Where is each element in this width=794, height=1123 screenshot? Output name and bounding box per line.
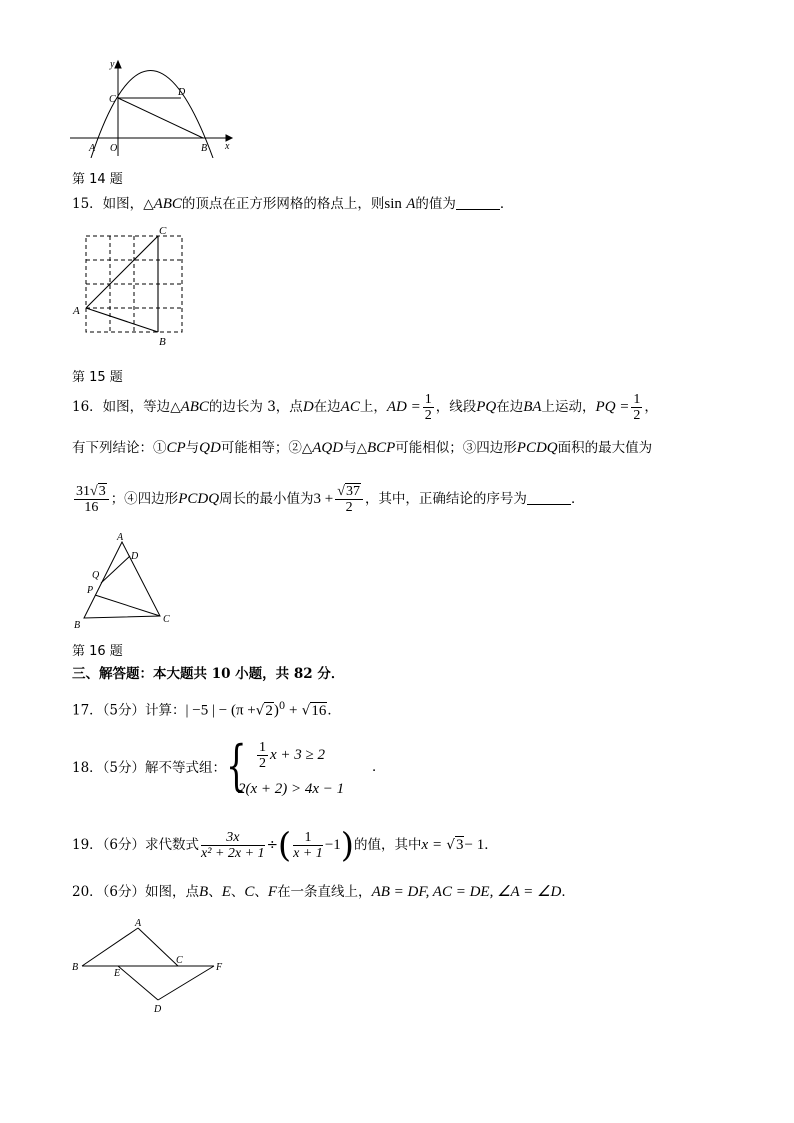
segment-qd: [101, 556, 130, 583]
label-e: E: [114, 968, 121, 979]
segment-ac: [86, 236, 158, 308]
label-x: x: [225, 141, 230, 152]
segment-df: [158, 966, 214, 1000]
question-17: 17．（5分）计算：| −5 | − $(\pi +√2)^0 + √16$．: [72, 701, 341, 719]
label-a: A: [73, 305, 80, 317]
question-16-line-2: 有下列结论：①CP与QD可能相等；②△AQD与△BCP可能相似；③四边形PCDQ面积的最大值为: [72, 440, 653, 456]
label-a: A: [117, 532, 124, 543]
fraction-3x: $\frac{3x}{\text{x² + 2x + 1}}$: [201, 830, 265, 861]
figure-15-caption: 第 15 题: [72, 370, 123, 385]
figure-16: [70, 532, 180, 632]
label-b: B: [159, 336, 166, 348]
segment-ab: [86, 308, 158, 332]
answer-blank-16[interactable]: [527, 490, 571, 505]
segment-ed: [118, 966, 158, 1000]
figure-14-caption: 第 14 题: [72, 172, 123, 187]
label-y: y: [110, 59, 115, 70]
label-b: B: [72, 962, 79, 973]
question-16-line-3: $\frac{31√3}{16}$ ；④四边形PCDQ周长的最小值为3 + $\frac{√37}{2}$ ，其中，正确结论的序号为 ．: [76, 484, 585, 515]
fraction-one-half-18: $\frac{1}{2}$: [259, 740, 266, 771]
inequality-1: $\frac{1}{2}$ x + 3 ≥ 2: [259, 740, 326, 771]
inequality-2: 2(x + 2) > 4x − 1: [238, 781, 345, 797]
label-c: C: [176, 955, 183, 966]
fraction-perimeter-min: $\frac{√37}{2}$: [335, 484, 363, 515]
y-axis-arrow: [115, 61, 121, 68]
question-15: 15．如图，△ABC的顶点在正方形网格的格点上，则sin A的值为 ．: [72, 196, 514, 212]
section-3-heading: 三、解答题：本大题共 10 小题，共 82 分．: [72, 666, 345, 682]
fraction-area-max: $\frac{31√3}{16}$: [74, 484, 109, 515]
segment-cb: [118, 98, 203, 138]
figure-20: [66, 916, 236, 1016]
label-b: B: [74, 620, 81, 631]
question-18-prefix: 18．（5分）解不等式组：: [72, 760, 227, 776]
label-p: P: [87, 585, 94, 596]
fraction-one-half: $\frac{1}{2}$: [424, 392, 432, 423]
segment-ab: [82, 928, 138, 966]
segment-pc: [95, 595, 160, 616]
figure-15: [70, 226, 190, 348]
label-d: D: [154, 1004, 162, 1015]
label-a: A: [135, 918, 142, 929]
question-18-end: ．: [372, 759, 386, 775]
question-19: 19．（6分）求代数式 $\frac{3x}{\text{x² + 2x + 1}}$ ÷( $\frac{1}{x + 1}$ −1)的值，其中x = √3− 1．: [72, 825, 498, 866]
figure-16-caption: 第 16 题: [72, 644, 123, 659]
label-c: C: [109, 94, 116, 105]
label-d: D: [131, 551, 139, 562]
label-d: D: [178, 87, 186, 98]
label-f: F: [216, 962, 223, 973]
fraction-1-over-x-plus-1: $\frac{1}{x + 1}$: [293, 830, 323, 861]
question-16-line-1: 16．如图，等边△ABC的边长为 3，点D在边AC上，AD = $\frac{1}{2}$ ，线段PQ在边BA上运动，PQ = $\frac{1}{2}$ ，: [72, 392, 658, 423]
label-c: C: [163, 614, 170, 625]
label-c: C: [159, 226, 167, 237]
fraction-one-half-2: $\frac{1}{2}$: [633, 392, 641, 423]
figure-14: [68, 58, 238, 158]
label-o: O: [110, 143, 118, 154]
label-a: A: [89, 143, 96, 154]
brace-left: {: [226, 734, 247, 797]
segment-ac: [138, 928, 178, 966]
answer-blank-15[interactable]: [456, 195, 500, 210]
question-20: 20．（6分）如图，点B、E、C、F在一条直线上，AB = DF, AC = DE, ∠A = ∠D．: [72, 884, 575, 900]
label-q: Q: [92, 570, 100, 581]
label-b: B: [201, 143, 208, 154]
